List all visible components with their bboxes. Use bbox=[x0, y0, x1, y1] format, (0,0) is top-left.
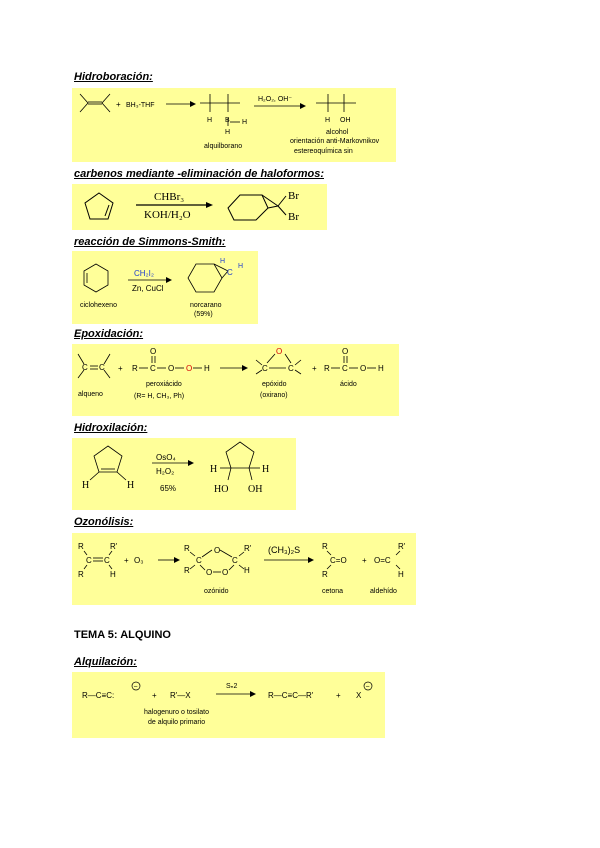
atom-oh: OH bbox=[340, 117, 351, 124]
atom-o: O bbox=[222, 568, 229, 577]
plus-sign: + bbox=[116, 100, 121, 109]
atom-c: C bbox=[262, 364, 268, 373]
atom-o: O bbox=[168, 364, 175, 373]
atom-o: O bbox=[206, 568, 213, 577]
alquilacion-svg bbox=[72, 672, 385, 738]
ozonolisis-svg bbox=[72, 533, 416, 605]
atom-r: R bbox=[324, 364, 330, 373]
carbenos-svg bbox=[72, 184, 327, 230]
double-bond bbox=[105, 205, 109, 216]
aldehyde-label: aldehído bbox=[370, 588, 397, 595]
arrow-head bbox=[190, 101, 196, 107]
halide-note-2: de alquilo primario bbox=[148, 719, 206, 726]
atom-o: O bbox=[360, 364, 367, 373]
cyclopentene-structure bbox=[90, 446, 126, 480]
reagent-oso4: OsO₄ bbox=[156, 453, 176, 462]
epoxide-note: (oxirano) bbox=[260, 392, 288, 399]
aldehyde-bonds bbox=[396, 551, 400, 569]
hidroboracion-svg bbox=[72, 88, 396, 162]
arrow-head bbox=[166, 277, 172, 283]
heading-ozonolisis: Ozonólisis: bbox=[74, 516, 134, 528]
heading-epoxidacion: Epoxidación: bbox=[74, 328, 144, 340]
atom-h: H bbox=[398, 570, 404, 579]
acid-label: ácido bbox=[340, 381, 357, 388]
diol-structure bbox=[220, 442, 260, 480]
epoxidacion-scheme bbox=[72, 344, 399, 416]
arrow-head bbox=[174, 557, 180, 563]
hidroxilacion-scheme bbox=[72, 438, 296, 510]
atom-o: O bbox=[214, 546, 221, 555]
stereo-note: estereoquímica sin bbox=[294, 148, 353, 155]
oxidation-reagent: H₂O₂, OH⁻ bbox=[258, 96, 293, 103]
reagent-sn2: Sₙ2 bbox=[226, 683, 238, 690]
atom-c: C bbox=[86, 556, 92, 565]
atom-r: R bbox=[184, 544, 190, 553]
atom-o-epoxide: O bbox=[276, 347, 283, 356]
atom-r-prime: R' bbox=[110, 542, 118, 551]
cyclohexene-label: ciclohexeno bbox=[80, 302, 117, 309]
atom-c: C bbox=[104, 556, 110, 565]
carbenos-scheme bbox=[72, 184, 327, 230]
atom-c: C bbox=[196, 556, 202, 565]
plus-sign: + bbox=[152, 691, 157, 700]
acid-bonds bbox=[331, 356, 376, 368]
alkyl-halide: R'—X bbox=[170, 691, 191, 700]
atom-c: C bbox=[99, 363, 105, 372]
atom-c: C bbox=[288, 364, 294, 373]
plus-sign: + bbox=[312, 364, 317, 373]
atom-h: H bbox=[110, 570, 116, 579]
heading-carbenos: carbenos mediante -eliminación de haloformos: bbox=[74, 168, 324, 180]
heading-simmons: reacción de Simmons-Smith: bbox=[74, 236, 226, 248]
halide-ion: X bbox=[356, 691, 362, 700]
heading-hidroboracion: Hidroboración: bbox=[74, 71, 153, 83]
reagent-h2o2: H₂O₂ bbox=[156, 467, 175, 476]
atom-br: Br bbox=[288, 211, 299, 223]
atom-r: R bbox=[322, 570, 328, 579]
arrow-head bbox=[308, 557, 314, 563]
alcohol-label: alcohol bbox=[326, 129, 349, 136]
atom-oh: OH bbox=[248, 484, 263, 495]
atom-r: R bbox=[184, 566, 190, 575]
epoxide-label: epóxido bbox=[262, 381, 287, 388]
alkene-label: alqueno bbox=[78, 391, 103, 398]
alquilacion-scheme bbox=[72, 672, 385, 738]
atom-r: R bbox=[78, 542, 84, 551]
atom-h: H bbox=[127, 480, 135, 491]
hidroxilacion-svg bbox=[72, 438, 296, 510]
atom-h: H bbox=[82, 480, 90, 491]
alkylborane-structure bbox=[200, 94, 240, 126]
reagent-koh: KOH/H₂O bbox=[144, 209, 191, 221]
peroxyacid-note: (R= H, CH₃, Ph) bbox=[134, 393, 185, 400]
plus-sign: + bbox=[336, 691, 341, 700]
atom-h: H bbox=[242, 119, 248, 126]
ketone-label: cetona bbox=[322, 588, 344, 595]
atom-r: R bbox=[132, 364, 138, 373]
arrow-head bbox=[300, 103, 306, 109]
atom-o-peroxy: O bbox=[186, 364, 193, 373]
ketone-co: C=O bbox=[330, 556, 347, 565]
plus-sign: + bbox=[118, 364, 123, 373]
atom-h: H bbox=[378, 364, 384, 373]
atom-o: O bbox=[342, 347, 349, 356]
atom-c: C bbox=[342, 364, 348, 373]
plus-sign: + bbox=[362, 556, 367, 565]
peroxyacid-label: peroxiácido bbox=[146, 381, 182, 388]
charge-sign: − bbox=[365, 683, 370, 691]
atom-h: H bbox=[262, 464, 270, 475]
arrow-head bbox=[250, 691, 256, 697]
ozonolisis-scheme bbox=[72, 533, 416, 605]
ozonide-label: ozónido bbox=[204, 588, 229, 595]
alkene-structure bbox=[80, 94, 110, 112]
atom-c: C bbox=[82, 363, 88, 372]
atom-h: H bbox=[225, 129, 231, 136]
atom-br: Br bbox=[288, 190, 299, 202]
norcarane-label: norcarano bbox=[190, 302, 222, 309]
arrow-head bbox=[242, 365, 248, 371]
norcarane-yield: (59%) bbox=[194, 311, 213, 318]
atom-h: H bbox=[210, 464, 218, 475]
reagent-chbr3: CHBr₃ bbox=[154, 191, 185, 203]
arrow-head bbox=[206, 202, 213, 208]
simmons-scheme bbox=[72, 251, 258, 324]
atom-o: O bbox=[150, 347, 157, 356]
atom-r: R bbox=[78, 570, 84, 579]
acetylide-anion: R—C≡C: bbox=[82, 691, 115, 700]
charge-sign: − bbox=[133, 683, 138, 691]
atom-c: C bbox=[150, 364, 156, 373]
atom-c: C bbox=[227, 268, 233, 277]
arrow-head bbox=[188, 460, 194, 466]
reagent-bh3: BH₃-THF bbox=[126, 102, 155, 109]
reagent-dms: (CH₃)₂S bbox=[268, 545, 301, 555]
cyclohexene-ring bbox=[84, 264, 108, 292]
atom-r-prime: R' bbox=[398, 542, 406, 551]
orientation-note: orientación anti-Markovnikov bbox=[290, 138, 380, 145]
aldehyde-oc: O=C bbox=[374, 556, 391, 565]
reagent-zn: Zn, CuCl bbox=[132, 284, 164, 293]
reaction-yield: 65% bbox=[160, 484, 177, 493]
atom-h: H bbox=[220, 258, 226, 265]
dibromocyclopropane-structure bbox=[228, 195, 286, 220]
heading-alquilacion: Alquilación: bbox=[74, 656, 137, 668]
atom-h: H bbox=[238, 263, 244, 270]
heading-hidroxilacion: Hidroxilación: bbox=[74, 422, 148, 434]
atom-h: H bbox=[204, 364, 210, 373]
atom-h: H bbox=[325, 117, 331, 124]
halide-note: halogenuro o tosilato bbox=[144, 709, 209, 716]
norcarane-structure bbox=[188, 264, 228, 292]
alkyne-product: R—C≡C—R' bbox=[268, 691, 314, 700]
atom-ho: HO bbox=[214, 484, 229, 495]
reagent-o3: O₃ bbox=[134, 556, 144, 565]
atom-b: B bbox=[225, 117, 230, 124]
reagent-ch2i2: CH₂I₂ bbox=[134, 269, 154, 278]
section-title-tema5: TEMA 5: ALQUINO bbox=[74, 629, 171, 641]
alcohol-structure bbox=[316, 94, 356, 112]
atom-h: H bbox=[207, 117, 213, 124]
atom-h: H bbox=[244, 566, 250, 575]
plus-sign: + bbox=[124, 556, 129, 565]
simmons-svg bbox=[72, 251, 258, 324]
alkylborane-label: alquilborano bbox=[204, 143, 243, 150]
atom-c: C bbox=[232, 556, 238, 565]
atom-r-prime: R' bbox=[244, 544, 252, 553]
hidroboracion-scheme bbox=[72, 88, 396, 162]
atom-r: R bbox=[322, 542, 328, 551]
epoxidacion-svg bbox=[72, 344, 399, 416]
